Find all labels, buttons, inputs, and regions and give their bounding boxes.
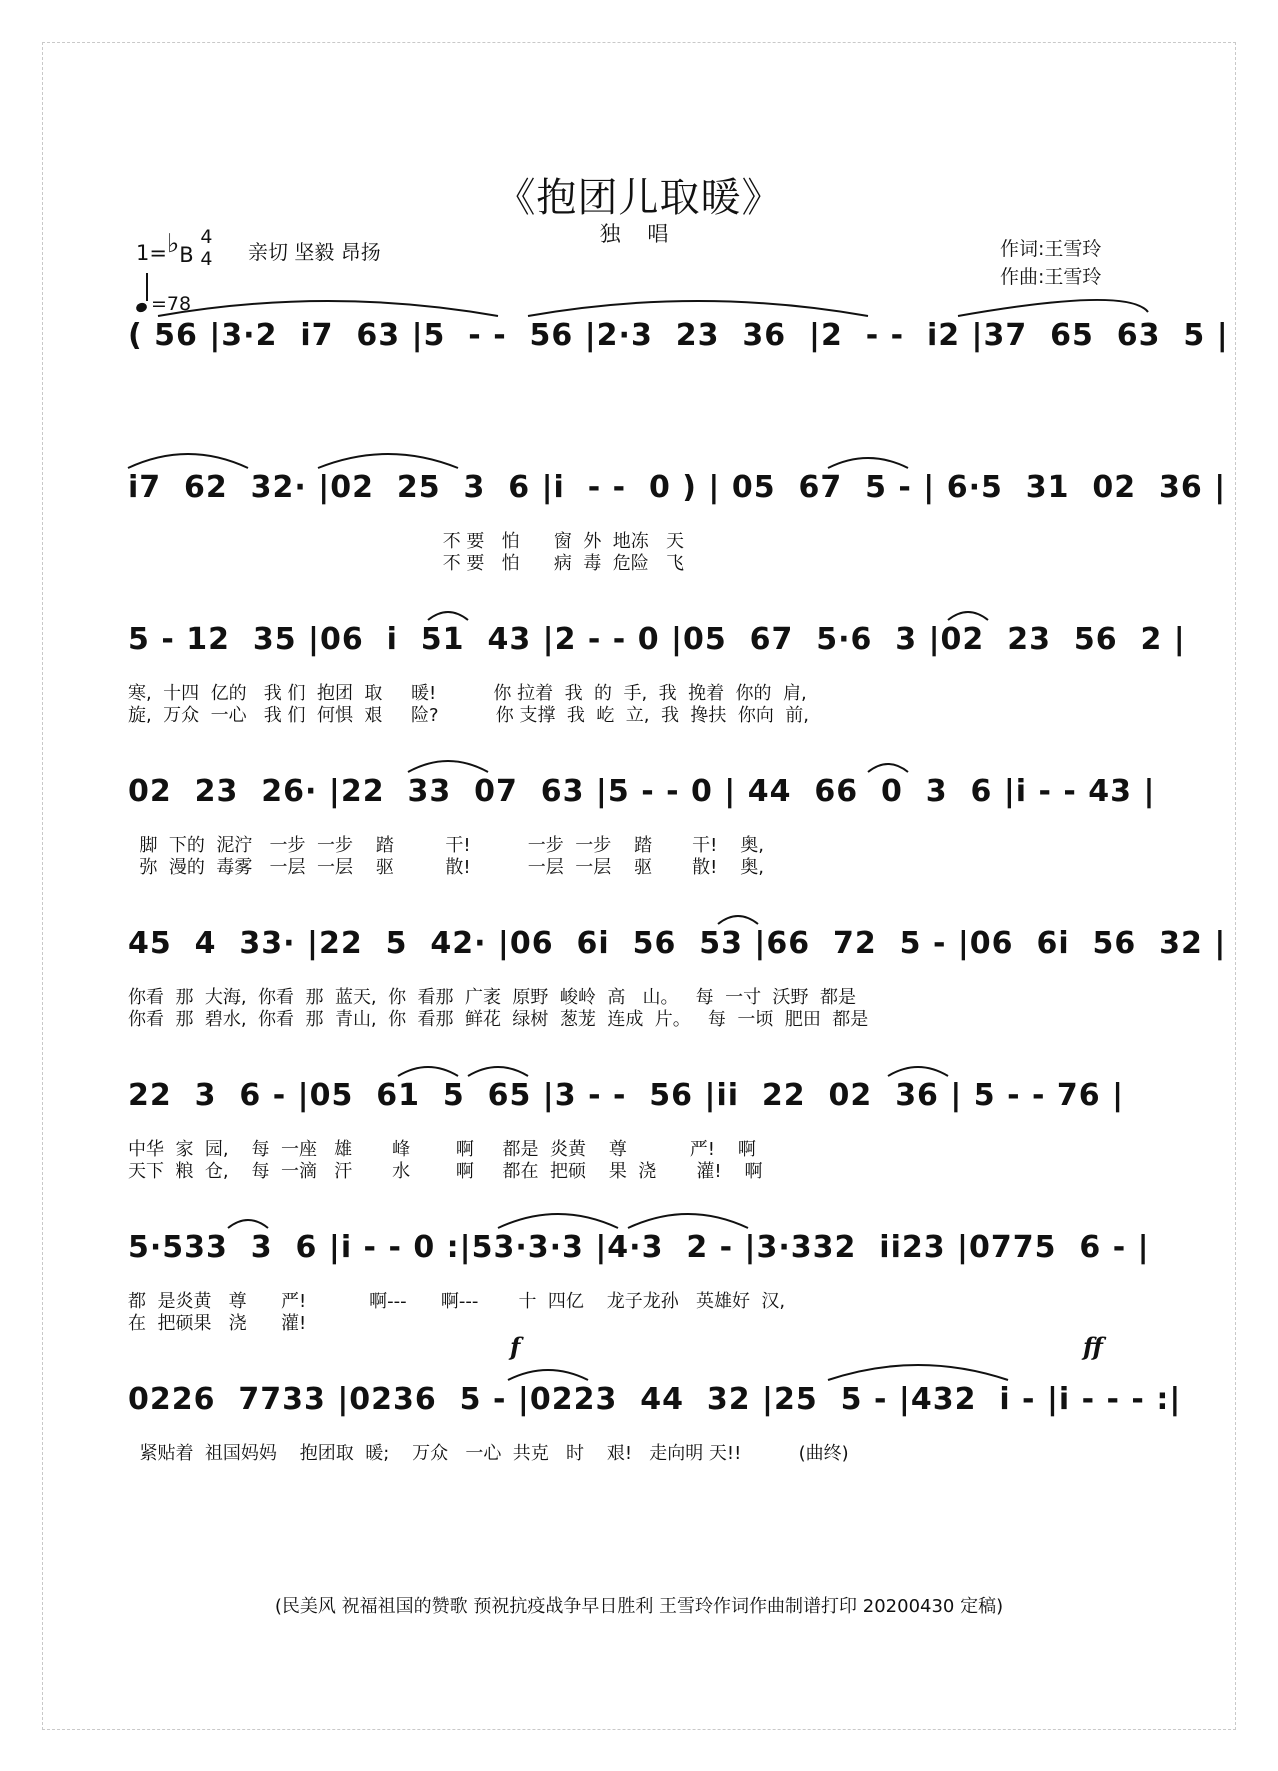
- lyrics-verse-2: 弥 漫的 毒雾 一层 一层 驱 散! 一层 一层 驱 散! 奥,: [128, 857, 764, 878]
- lyrics-verse-1: 都 是炎黄 尊 严! 啊--- 啊--- 十 四亿 龙子龙孙 英雄好 汉,: [128, 1291, 786, 1312]
- lyrics-verse-1: 寒, 十四 亿的 我 们 抱团 取 暖! 你 拉着 我 的 手, 我 挽着 你的 肩,: [128, 683, 807, 704]
- dynamic-fortissimo: ff: [1083, 1332, 1103, 1361]
- lyrics-verse-2: 天下 粮 仓, 每 一滴 汗 水 啊 都在 把硕 果 浇 灌! 啊: [128, 1161, 763, 1182]
- notation-line: 45 4 33· |22 5 42· |06 6i 56 53 |66 72 5 - |06 6i 56 32 |: [128, 926, 1227, 961]
- dynamic-forte: f: [510, 1332, 521, 1361]
- lyrics-verse-1: 脚 下的 泥泞 一步 一步 踏 干! 一步 一步 踏 干! 奥,: [128, 835, 764, 856]
- performance-type: 独 唱: [599, 222, 679, 246]
- key-prefix: 1=: [136, 241, 167, 265]
- time-signature: [200, 226, 212, 270]
- notation-line: 0226 7733 |0236 5 - |0223 44 32 |25 5 - |432 i - |i - - - :|: [128, 1382, 1182, 1417]
- flat-sign: ♭: [166, 229, 180, 259]
- key-signature: [136, 226, 213, 276]
- lyrics-verse-2: 你看 那 碧水, 你看 那 青山, 你 看那 鲜花 绿树 葱茏 连成 片。 每 一顷 肥田 都是: [128, 1009, 869, 1030]
- notation-line: 22 3 6 - |05 61 5 65 |3 - - 56 |ii 22 02 36 | 5 - - 76 |: [128, 1078, 1125, 1113]
- notation-line: ( 56 |3·2 i7 63 |5 - - 56 |2·3 23 36 |2 - - i2 |37 65 63 5 |: [128, 318, 1229, 353]
- notation-line: 5 - 12 35 |06 i 51 43 |2 - - 0 |05 67 5·6 3 |02 23 56 2 |: [128, 622, 1186, 657]
- composer: 作曲:王雪玲: [1000, 266, 1102, 288]
- lyrics-verse-1: 你看 那 大海, 你看 那 蓝天, 你 看那 广袤 原野 峻岭 高 山。 每 一寸 沃野 都是: [128, 987, 856, 1008]
- lyrics-verse-1: 中华 家 园, 每 一座 雄 峰 啊 都是 炎黄 尊 严! 啊: [128, 1139, 756, 1160]
- lyrics-verse-2: 旋, 万众 一心 我 们 何惧 艰 险? 你 支撑 我 屹 立, 我 搀扶 你向 前,: [128, 705, 810, 726]
- key-letter: B: [179, 243, 194, 267]
- lyrics-verse-2: 不 要 怕 病 毒 危险 飞: [128, 553, 684, 574]
- credits: [1000, 235, 1101, 291]
- notation-line: 02 23 26· |22 33 07 63 |5 - - 0 | 44 66 0 3 6 |i - - 43 |: [128, 774, 1156, 809]
- lyrics-verse-1: 不 要 怕 窗 外 地冻 天: [128, 531, 684, 552]
- footer-note: (民美风 祝福祖国的赞歌 预祝抗疫战争早日胜利 王雪玲作词作曲制谱打印 20200430 定稿): [274, 1596, 1004, 1617]
- lyrics-verse-1: 紧贴着 祖国妈妈 抱团取 暖; 万众 一心 共克 时 艰! 走向明 天!! (曲终): [128, 1443, 849, 1464]
- lyrics-verse-2: 在 把硕果 浇 灌!: [128, 1313, 307, 1334]
- time-top: 4: [200, 226, 213, 248]
- time-bottom: 4: [200, 248, 213, 270]
- notation-line: i7 62 32· |02 25 3 6 |i - - 0 ) | 05 67 5 - | 6·5 31 02 36 |: [128, 470, 1227, 505]
- song-title: 《抱团儿取暖》: [495, 175, 783, 221]
- notation-line: 5·533 3 6 |i - - 0 :|53·3·3 |4·3 2 - |3·332 ii23 |0775 6 - |: [128, 1230, 1150, 1265]
- tempo-value: =78: [151, 293, 192, 315]
- lyricist: 作词:王雪玲: [1000, 238, 1102, 260]
- performance-style: 亲切 坚毅 昂扬: [248, 240, 381, 264]
